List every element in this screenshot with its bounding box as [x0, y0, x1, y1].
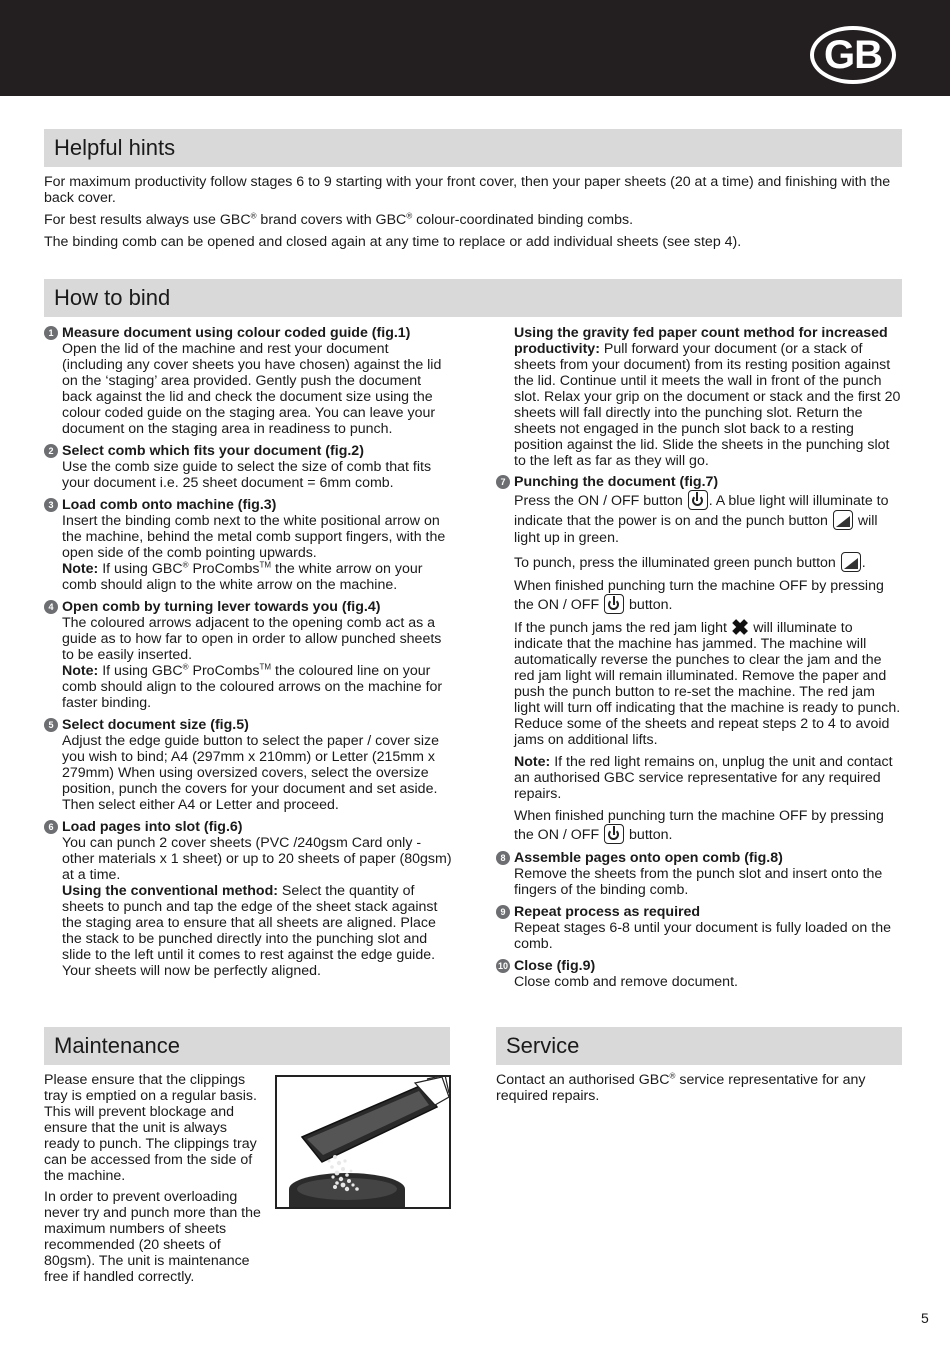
step-5 — [44, 717, 452, 813]
step-number-badge: 9 — [496, 905, 510, 919]
step-10 — [496, 958, 904, 990]
hint-paragraph: The binding comb can be opened and closed again at any time to replace or add individual sheets (see step 4). — [44, 234, 742, 250]
service-body — [496, 1072, 902, 1110]
step-8 — [496, 850, 904, 898]
helpful-hints-body — [44, 174, 902, 256]
step-title: Measure document using colour coded guide (fig.1) — [62, 325, 411, 341]
step-3 — [44, 497, 452, 593]
jam-light-icon: ✖ — [730, 615, 750, 640]
step-body: Remove the sheets from the punch slot and insert onto the fingers of the binding comb. — [514, 866, 883, 898]
step-body: When finished punching turn the machine OFF by pressing the ON / OFF button. — [514, 578, 884, 613]
step-number-badge: 5 — [44, 718, 58, 732]
header-bar — [0, 0, 950, 96]
step-number-badge: 1 — [44, 326, 58, 340]
step-title: Assemble pages onto open comb (fig.8) — [514, 850, 783, 866]
country-badge: GB — [810, 26, 896, 84]
step-number-badge: 4 — [44, 600, 58, 614]
clippings-tray-image — [277, 1077, 449, 1207]
step-body: Close comb and remove document. — [514, 974, 738, 990]
maintenance-paragraph: Please ensure that the clippings tray is emptied on a regular basis. This will prevent blockage and ensure that the unit is always ready to punch. The clippings tray can be accessed from the side of the machine. — [44, 1072, 257, 1184]
step-body: Use the comb size guide to select the size of comb that fits your document i.e. 25 sheet document = 6mm comb. — [62, 459, 432, 491]
step-body: Insert the binding comb next to the white positional arrow on the machine, behind the metal comb support fingers, with the open side of the comb pointing upwards. — [62, 513, 446, 561]
step-number-badge: 6 — [44, 820, 58, 834]
step-9 — [496, 904, 904, 952]
step-number-badge: 3 — [44, 498, 58, 512]
step-body: To punch, press the illuminated green punch button . — [514, 552, 904, 572]
service-heading: Service — [496, 1027, 902, 1065]
step-6 — [44, 819, 452, 979]
power-icon — [604, 824, 624, 844]
step-body: Open the lid of the machine and rest your document (including any cover sheets you have chosen) against the lid on the ‘staging’ area provided. Gently push the document back against the lid and check the document size using the colour coded guide on the staging area. You can leave your document on the staging area in readiness to punch. — [62, 341, 442, 437]
hint-paragraph: For best results always use GBC® brand covers with GBC® colour-coordinated binding combs. — [44, 211, 634, 228]
step-body: Press the ON / OFF button . A blue light will illuminate to indicate that the power is on and the punch button will light up in green. — [514, 490, 904, 546]
step-title: Punching the document (fig.7) — [514, 474, 719, 490]
step-body: If the punch jams the red jam light ✖ will illuminate to indicate that the machine has jammed. The machine will automatically reverse the punches to clear the jam and the red jam light will remain illuminated. Remove the paper and push the punch button to re-set the machine. The red jam light will turn off indicating that the machine is ready to punch. Reduce some of the sheets and repeat steps 2 to 4 to avoid jams on additional lifts. — [514, 615, 901, 748]
step-body: When finished punching turn the machine OFF by pressing the ON / OFF button. — [514, 808, 884, 843]
step-number-badge: 10 — [497, 961, 508, 971]
how-to-bind-right-column — [496, 325, 904, 996]
step-number-badge: 8 — [496, 851, 510, 865]
step-2 — [44, 443, 452, 491]
step-7 — [496, 474, 904, 844]
hint-paragraph: For maximum productivity follow stages 6 to 9 starting with your front cover, then your paper sheets (20 at a time) and finishing with the back cover. — [44, 174, 891, 206]
service-paragraph: Contact an authorised GBC® service representative for any required repairs. — [496, 1071, 866, 1104]
clippings-tray-illustration — [275, 1075, 451, 1209]
maintenance-paragraph: In order to prevent overloading never try and punch more than the maximum numbers of sheets recommended (20 sheets of 80gsm). The unit is maintenance free if handled correctly. — [44, 1189, 261, 1285]
how-to-bind-heading: How to bind — [44, 279, 902, 317]
step-4 — [44, 599, 452, 711]
step-1 — [44, 325, 452, 437]
maintenance-body-top — [44, 1072, 266, 1190]
step-title: Load comb onto machine (fig.3) — [62, 497, 277, 513]
step-body: Repeat stages 6-8 until your document is fully loaded on the comb. — [514, 920, 891, 952]
step-note: Note: If using GBC® ProCombs™ the coloured line on your comb should align to the coloured arrows on the machine for faster binding. — [62, 662, 443, 711]
step-title: Select comb which fits your document (fig.2) — [62, 443, 364, 459]
step-title: Open comb by turning lever towards you (fig.4) — [62, 599, 381, 615]
step-title: Load pages into slot (fig.6) — [62, 819, 243, 835]
step-body: You can punch 2 cover sheets (PVC /240gsm Card only - other materials x 1 sheet) or up to 20 sheets of paper (80gsm) at a time. — [62, 835, 452, 883]
conventional-method: Using the conventional method: Select the quantity of sheets to punch and tap the edge of the sheet stack against the staging area to ensure that all sheets are aligned. Place the stack to be punched directly into the punching slot and slide to the left until it comes to rest against the edge guide. Your sheets will now be perfectly aligned. — [62, 883, 438, 979]
step-title: Select document size (fig.5) — [62, 717, 249, 733]
punch-button-icon — [841, 552, 861, 572]
how-to-bind-left-column — [44, 325, 452, 985]
step-body: The coloured arrows adjacent to the opening comb act as a guide as to how far to open in order to allow punched sheets to be easily inserted. — [62, 615, 442, 663]
power-icon — [604, 594, 624, 614]
step-note: Note: If the red light remains on, unplug the unit and contact an authorised GBC service representative for any required repairs. — [514, 754, 893, 802]
punch-button-icon — [833, 510, 853, 530]
power-icon — [688, 490, 708, 510]
step-body: Adjust the edge guide button to select the paper / cover size you wish to bind; A4 (297mm x 210mm) or Letter (215mm x 279mm) When using oversized covers, select the oversize position, punch the covers for your document and set aside. Then select either A4 or Letter and proceed. — [62, 733, 440, 813]
step-number-badge: 2 — [44, 444, 58, 458]
step-note: Note: If using GBC® ProCombs™ the white arrow on your comb should align to the white arrow on the machine. — [62, 560, 423, 593]
step-title: Repeat process as required — [514, 904, 701, 920]
page-number: 5 — [921, 1310, 929, 1326]
step-title: Close (fig.9) — [514, 958, 596, 974]
step-number-badge: 7 — [496, 475, 510, 489]
maintenance-heading: Maintenance — [44, 1027, 450, 1065]
helpful-hints-heading: Helpful hints — [44, 129, 902, 167]
gravity-fed-method: Using the gravity fed paper count method for increased productivity: Pull forward your document (or a stack of sheets from your document) from its resting position against the lid. Continue until it meets the wall in front of the punch slot. Relax your grip on the document or stack and the first 20 sheets will fall directly into the punching slot. Return the sheets not engaged in the punch slot back to a resting position against the lid. Slide the sheets in the punching slot to the left as far as they will go. — [514, 325, 901, 469]
